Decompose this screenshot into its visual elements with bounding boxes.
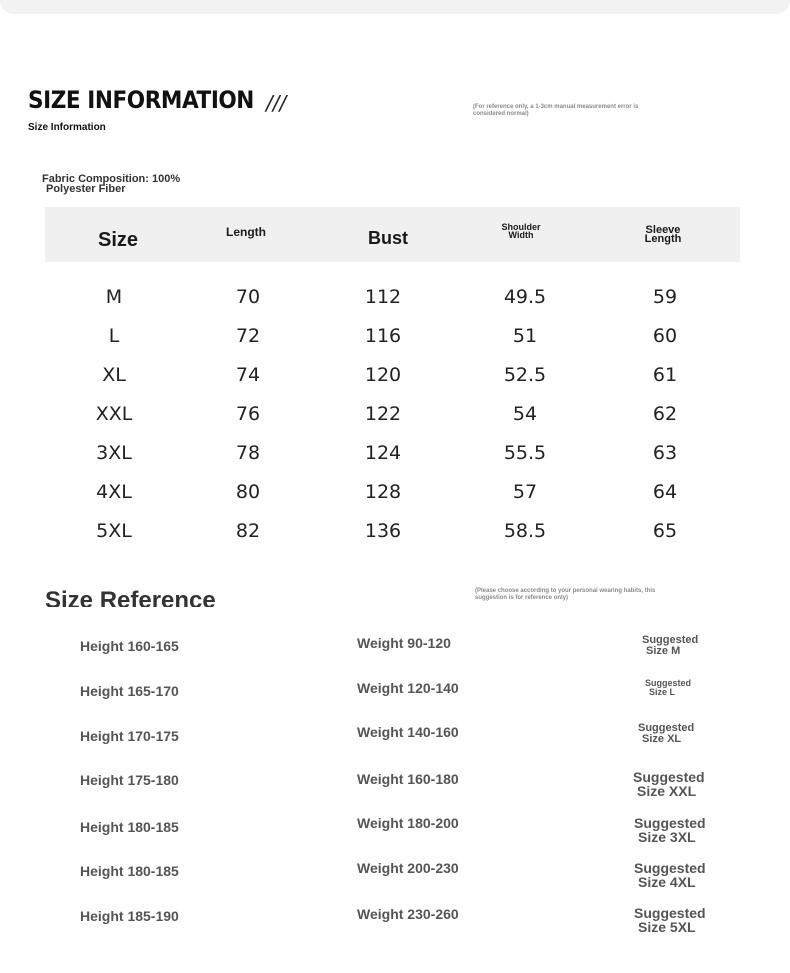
suggested-size [634,861,706,889]
suggested-value: Size 3XL [638,829,696,845]
fabric-line-2: Polyester Fiber [46,183,126,195]
reference-row [0,815,790,859]
cell-shoulder: 55.5 [503,442,547,464]
weight-range: Weight 120-140 [357,680,459,696]
header-sleeve-length [645,226,682,244]
header-bust: Bust [368,228,408,248]
weight-range: Weight 200-230 [357,860,459,876]
suggested-value: Size 4XL [638,874,696,890]
cell-sleeve: 60 [652,325,678,347]
cell-size: XXL [95,403,133,425]
header-sleeve-line-2: Length [644,233,682,245]
suggested-value: Size M [646,645,681,657]
table-row [0,403,790,442]
reference-row [0,769,790,812]
suggested-label: Suggested [633,769,705,785]
cell-size: 3XL [96,442,132,464]
cell-length: 78 [235,442,261,464]
cell-sleeve: 59 [652,286,678,308]
cell-length: 76 [235,403,261,425]
cell-size: M [105,286,123,308]
header-size: Size [97,229,139,251]
height-range: Height 185-190 [80,908,179,924]
suggested-label: Suggested [634,815,706,831]
height-range: Height 160-165 [80,638,179,654]
reference-row [0,678,790,723]
cell-sleeve: 64 [652,481,678,503]
suggested-label: Suggested [642,634,699,646]
cell-size: L [108,325,120,347]
cell-bust: 136 [364,520,402,542]
height-range: Height 175-180 [80,772,179,788]
cell-shoulder: 57 [512,481,538,503]
fabric-composition [42,174,217,194]
cell-shoulder: 54 [512,403,538,425]
suggested-size [645,679,691,697]
size-reference-title: Size Reference [45,587,216,607]
cell-size: XL [102,364,126,386]
reference-row [0,860,790,903]
suggested-value: Size XXL [637,783,697,799]
table-row [0,325,790,364]
table-row [0,364,790,403]
reference-note: (Please choose according to your personal wearing habits, this suggestion is for reference only) [475,588,656,601]
suggested-label: Suggested [638,722,695,734]
cell-size: 4XL [96,481,132,503]
weight-range: Weight 180-200 [357,815,459,831]
height-range: Height 170-175 [80,728,179,744]
cell-size: 5XL [96,520,132,542]
suggested-value: Size XL [642,733,682,745]
table-row [0,286,790,325]
cell-length: 70 [235,286,261,308]
header-shoulder-line-1: Shoulder [501,222,541,232]
weight-range: Weight 160-180 [357,771,459,787]
suggested-size [642,635,698,657]
cell-length: 80 [235,481,261,503]
cell-length: 74 [235,364,261,386]
cell-sleeve: 62 [652,403,678,425]
suggested-size [634,816,706,844]
height-range: Height 180-185 [80,863,179,879]
cell-shoulder: 52.5 [503,364,547,386]
cell-bust: 124 [364,442,402,464]
page-title: SIZE INFORMATION [28,86,254,114]
reference-row [0,634,790,678]
cell-shoulder: 51 [512,325,538,347]
page-subtitle: Size Information [28,122,106,133]
header-length: Length [226,225,266,239]
cell-sleeve: 65 [652,520,678,542]
weight-range: Weight 90-120 [357,635,451,651]
weight-range: Weight 140-160 [357,724,459,740]
cell-bust: 128 [364,481,402,503]
suggested-size [638,723,694,745]
measurement-note: (For reference only, a 1-3cm manual measurement error is considered normal) [473,104,639,117]
suggested-value: Size L [649,687,676,697]
suggested-size [633,770,705,798]
cell-bust: 116 [364,325,402,347]
cell-bust: 122 [364,403,402,425]
header-shoulder-line-2: Width [508,230,534,240]
height-range: Height 165-170 [80,683,179,699]
reference-row [0,722,790,768]
reference-row [0,905,790,948]
cell-shoulder: 58.5 [503,520,547,542]
header-shoulder-width [501,223,540,239]
cell-sleeve: 61 [652,364,678,386]
suggested-label: Suggested [634,905,706,921]
suggested-size [634,906,706,934]
cell-bust: 120 [364,364,402,386]
header-sleeve-line-1: Sleeve [645,224,681,236]
suggested-label: Suggested [645,678,692,688]
cell-shoulder: 49.5 [503,286,547,308]
suggested-value: Size 5XL [638,919,696,935]
cell-bust: 112 [364,286,402,308]
title-decoration: /// [266,91,287,115]
table-row [0,442,790,481]
cell-length: 72 [235,325,261,347]
table-row [0,520,790,559]
suggested-label: Suggested [634,860,706,876]
cell-sleeve: 63 [652,442,678,464]
cell-length: 82 [235,520,261,542]
fabric-line-1: Fabric Composition: 100% [42,173,181,185]
weight-range: Weight 230-260 [357,906,459,922]
table-row [0,481,790,520]
top-divider [0,0,790,14]
height-range: Height 180-185 [80,819,179,835]
